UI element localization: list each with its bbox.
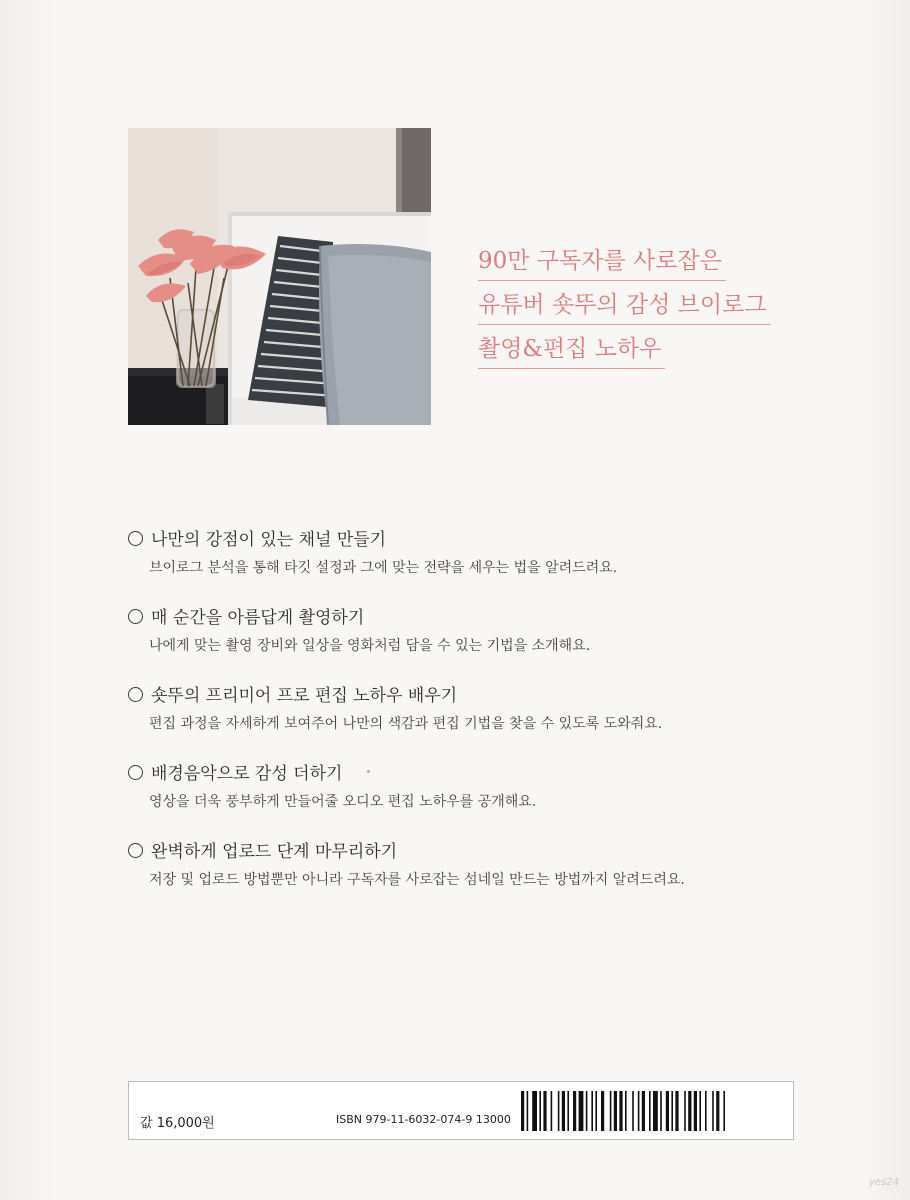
price-box bbox=[128, 1081, 794, 1140]
feature-item bbox=[128, 606, 768, 684]
feature-item bbox=[128, 684, 768, 762]
circle-bullet-icon bbox=[128, 609, 143, 624]
feature-title: 배경음악으로 감성 더하기 bbox=[151, 764, 343, 784]
barcode-icon bbox=[521, 1091, 783, 1131]
feature-description: 저장 및 업로드 방법뿐만 아니라 구독자를 사로잡는 섬네일 만드는 방법까지 알려드려요. bbox=[149, 872, 685, 888]
tagline-line-1: 90만 구독자를 사로잡은 bbox=[478, 246, 726, 281]
watermark: yes24 bbox=[869, 1177, 900, 1188]
feature-title: 숏뚜의 프리미어 프로 편집 노하우 배우기 bbox=[151, 686, 458, 706]
feature-item bbox=[128, 840, 768, 918]
feature-title: 매 순간을 아름답게 촬영하기 bbox=[151, 608, 365, 628]
feature-item bbox=[128, 762, 768, 840]
feature-title: 완벽하게 업로드 단계 마무리하기 bbox=[151, 842, 398, 862]
feature-description: 브이로그 분석을 통해 타깃 설정과 그에 맞는 전략을 세우는 법을 알려드려요. bbox=[149, 560, 618, 576]
isbn-label: ISBN 979-11-6032-074-9 13000 bbox=[336, 1113, 511, 1126]
tagline-line-3: 촬영&편집 노하우 bbox=[478, 334, 665, 369]
tagline-line-2: 유튜버 숏뚜의 감성 브이로그 bbox=[478, 290, 771, 325]
tagline bbox=[478, 246, 771, 378]
feature-item bbox=[128, 528, 768, 606]
feature-list bbox=[128, 528, 768, 918]
feature-description: 나에게 맞는 촬영 장비와 일상을 영화처럼 담을 수 있는 기법을 소개해요. bbox=[149, 638, 591, 654]
circle-bullet-icon bbox=[128, 531, 143, 546]
feature-title: 나만의 강점이 있는 채널 만들기 bbox=[151, 530, 387, 550]
feature-description: 영상을 더욱 풍부하게 만들어줄 오디오 편집 노하우를 공개해요. bbox=[149, 794, 537, 810]
circle-bullet-icon bbox=[128, 687, 143, 702]
cover-photo bbox=[128, 128, 431, 425]
feature-description: 편집 과정을 자세하게 보여주어 나만의 색감과 편집 기법을 찾을 수 있도록 도와줘요. bbox=[149, 716, 663, 732]
print-speck bbox=[367, 770, 370, 773]
circle-bullet-icon bbox=[128, 765, 143, 780]
circle-bullet-icon bbox=[128, 843, 143, 858]
price-label: 값 16,000원 bbox=[140, 1116, 215, 1131]
